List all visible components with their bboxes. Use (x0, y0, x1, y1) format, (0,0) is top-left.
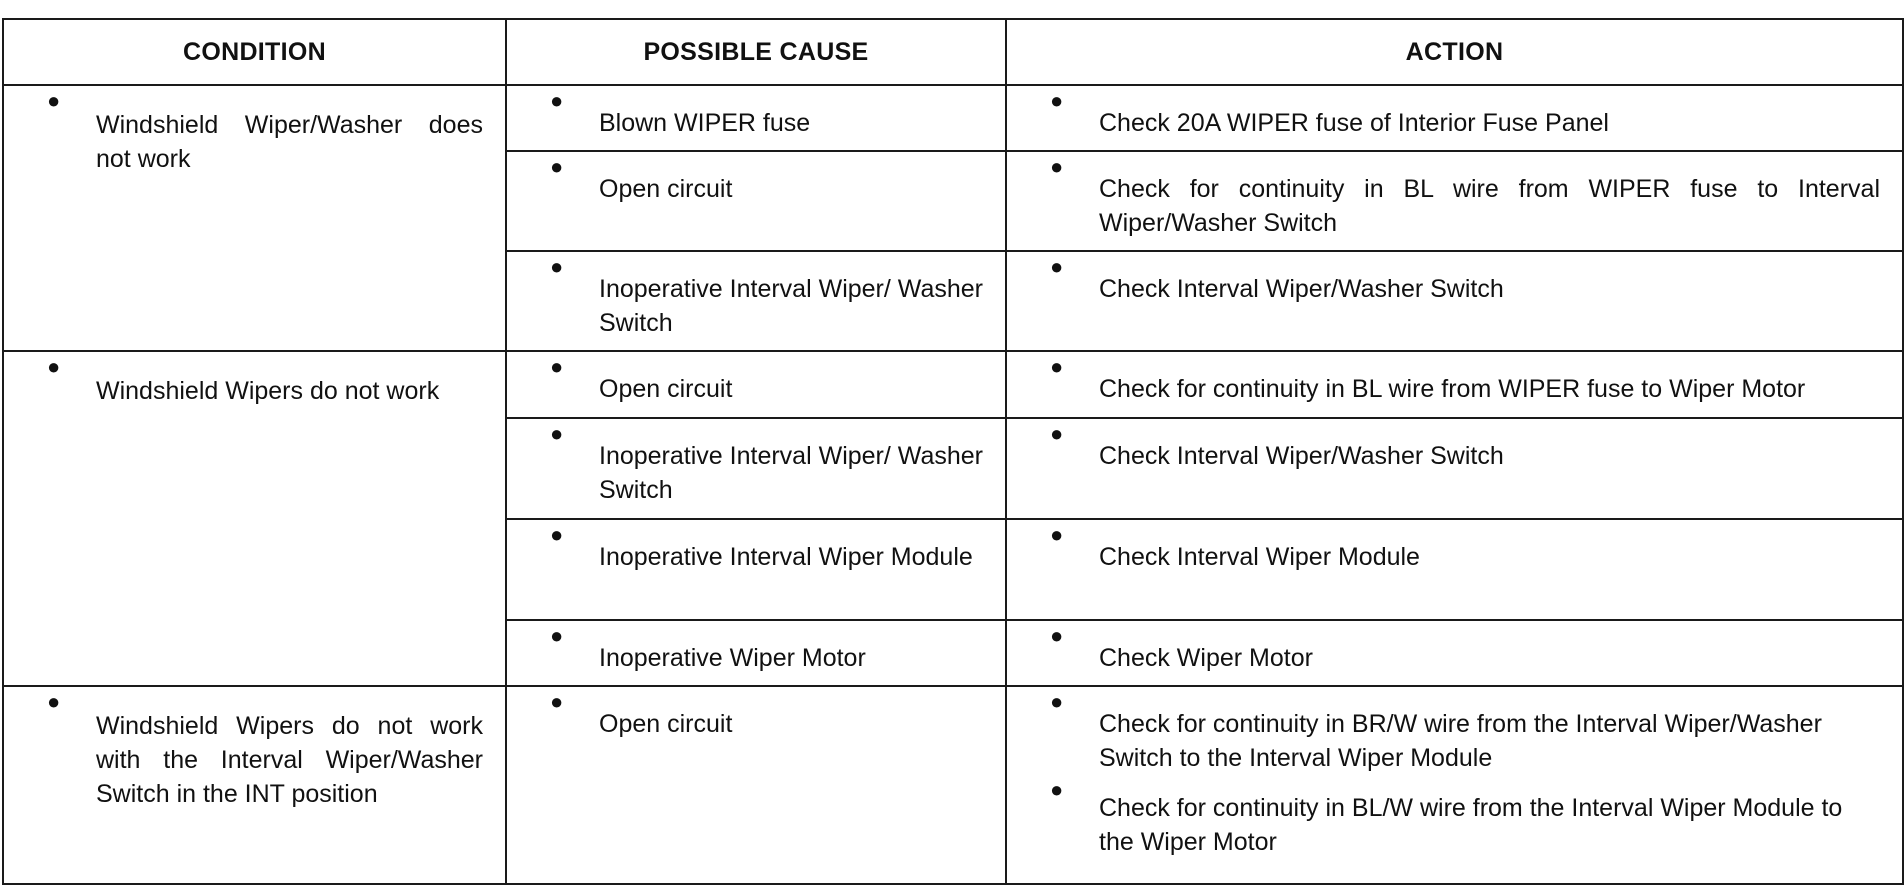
bullet-icon: ● (550, 88, 564, 113)
cause-cell (506, 519, 1006, 620)
cause-text: Inoperative Interval Wiper Module (599, 543, 973, 571)
list-item (507, 152, 1005, 206)
bullet-icon: ● (1050, 354, 1064, 379)
cause-cell (506, 620, 1006, 686)
condition-cell (3, 686, 506, 884)
action-text: Check for continuity in BR/W wire from the Interval Wiper/Washer Switch to the Interval Wiper Module (1099, 710, 1822, 772)
cause-text: Inoperative Wiper Motor (599, 644, 866, 672)
cause-text: Blown WIPER fuse (599, 109, 811, 137)
condition-cell (3, 351, 506, 686)
cause-text: Open circuit (599, 175, 733, 203)
action-text: Check for continuity in BL wire from WIPER fuse to Interval Wiper/Washer Switch (1099, 175, 1880, 237)
bullet-icon: ● (1050, 522, 1064, 547)
cause-cell (506, 151, 1006, 251)
condition-text: Windshield Wipers do not work (96, 377, 440, 405)
action-cell (1006, 351, 1903, 418)
condition-text: Windshield Wiper/Washer does not work (96, 111, 483, 173)
bullet-icon: ● (47, 689, 61, 714)
cause-cell (506, 686, 1006, 884)
list-item (1007, 86, 1902, 140)
list-item (507, 352, 1005, 406)
header-action: ACTION (1006, 19, 1903, 85)
list-item (4, 352, 505, 408)
action-text: Check Interval Wiper/Washer Switch (1099, 275, 1504, 303)
list-item (1007, 152, 1902, 240)
bullet-icon: ● (550, 154, 564, 179)
bullet-icon: ● (47, 354, 61, 379)
action-cell (1006, 85, 1903, 151)
action-text: Check 20A WIPER fuse of Interior Fuse Panel (1099, 109, 1609, 137)
table-row (3, 351, 1903, 418)
cause-cell (506, 351, 1006, 418)
bullet-icon: ● (550, 522, 564, 547)
cause-text: Open circuit (599, 710, 733, 738)
bullet-icon: ● (1050, 689, 1064, 714)
bullet-icon: ● (550, 354, 564, 379)
list-item (507, 252, 1005, 340)
action-cell (1006, 151, 1903, 251)
list-item (1007, 352, 1902, 406)
header-possible-cause: POSSIBLE CAUSE (506, 19, 1006, 85)
list-item (4, 687, 505, 811)
action-cell (1006, 620, 1903, 686)
condition-cell (3, 85, 506, 351)
cause-cell (506, 85, 1006, 151)
cause-text: Inoperative Interval Wiper/ Washer Switch (599, 442, 983, 504)
cause-text: Open circuit (599, 375, 733, 403)
list-item (507, 621, 1005, 675)
list-item (1007, 252, 1902, 306)
bullet-icon: ● (1050, 154, 1064, 179)
table-row (3, 85, 1903, 151)
bullet-icon: ● (1050, 88, 1064, 113)
bullet-icon: ● (1050, 254, 1064, 279)
bullet-icon: ● (1050, 777, 1064, 802)
bullet-icon: ● (550, 254, 564, 279)
table-row (3, 686, 1903, 884)
list-item (507, 86, 1005, 140)
bullet-icon: ● (550, 689, 564, 714)
list-item (1007, 687, 1902, 775)
action-text: Check Interval Wiper/Washer Switch (1099, 442, 1504, 470)
list-item (1007, 520, 1902, 574)
action-cell (1006, 251, 1903, 351)
condition-text: Windshield Wipers do not work with the Interval Wiper/Washer Switch in the INT position (96, 712, 483, 808)
action-cell (1006, 519, 1903, 620)
header-row (3, 19, 1903, 85)
list-item (507, 520, 1005, 574)
list-item (4, 86, 505, 176)
list-item (507, 687, 1005, 741)
cause-cell (506, 251, 1006, 351)
cause-text: Inoperative Interval Wiper/ Washer Switch (599, 275, 983, 337)
action-cell (1006, 418, 1903, 519)
list-item (1007, 621, 1902, 675)
action-text: Check for continuity in BL/W wire from the Interval Wiper Module to the Wiper Motor (1099, 794, 1843, 856)
bullet-icon: ● (550, 421, 564, 446)
action-text: Check Wiper Motor (1099, 644, 1313, 672)
list-item (1007, 419, 1902, 473)
cause-cell (506, 418, 1006, 519)
action-text: Check for continuity in BL wire from WIPER fuse to Wiper Motor (1099, 375, 1806, 403)
action-cell (1006, 686, 1903, 884)
bullet-icon: ● (1050, 421, 1064, 446)
troubleshooting-table (2, 18, 1904, 885)
header-condition: CONDITION (3, 19, 506, 85)
list-item (507, 419, 1005, 507)
list-item (1007, 775, 1902, 859)
bullet-icon: ● (550, 623, 564, 648)
bullet-icon: ● (47, 88, 61, 113)
bullet-icon: ● (1050, 623, 1064, 648)
action-text: Check Interval Wiper Module (1099, 543, 1420, 571)
